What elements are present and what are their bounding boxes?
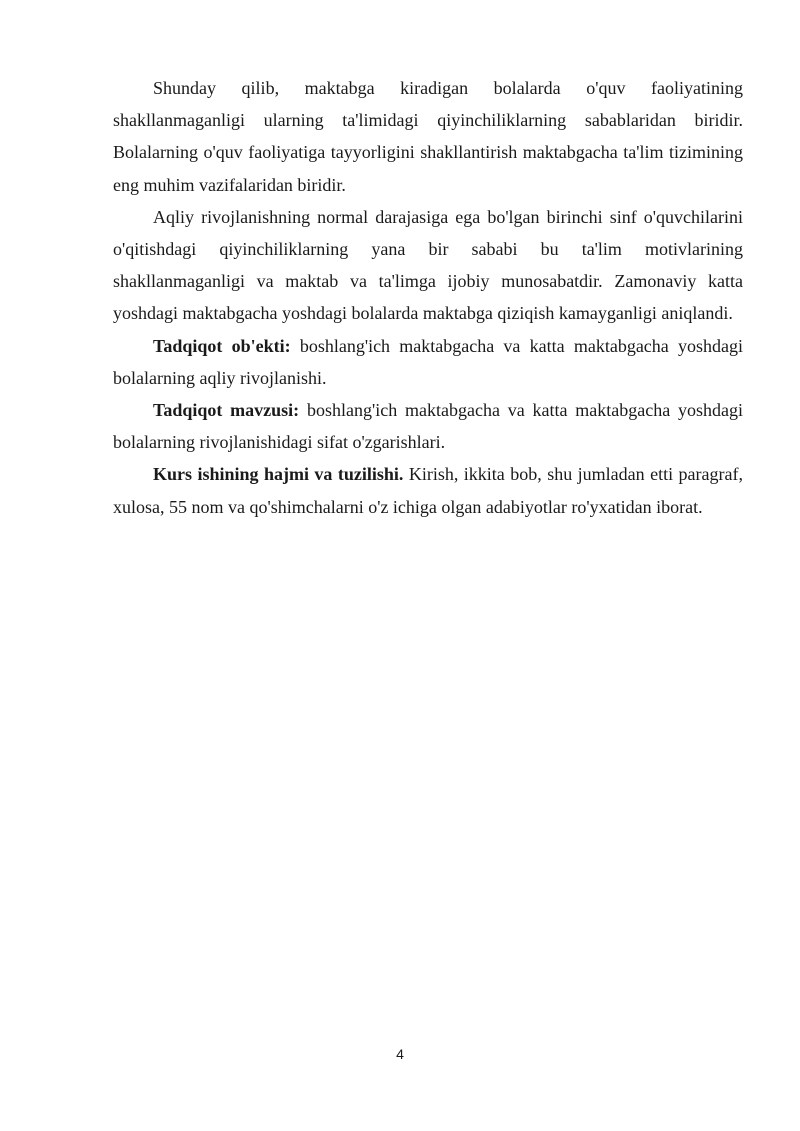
paragraph-research-subject — [113, 394, 743, 458]
paragraph-motivation — [113, 201, 743, 330]
research-object-heading: Tadqiqot ob'ekti: — [153, 335, 291, 356]
paragraph-text: Kirish, ikkita bob, shu jumladan etti paragraf, xulosa, 55 nom va qo'shimchalarni o'z ichiga olgan adabiyotlar ro'yxatidan iborat. — [113, 464, 744, 517]
page-number: 4 — [396, 1046, 404, 1062]
paragraph-research-object — [113, 330, 743, 394]
paragraph-text: boshlang'ich maktabgacha va katta maktabgacha yoshdagi bolalarning aqliy rivojlanishi. — [113, 335, 743, 388]
paragraph-conclusion — [113, 72, 743, 201]
paragraph-structure — [113, 458, 743, 522]
paragraph-text: Shunday qilib, maktabga kiradigan bolalarda o'quv faoliyatining shakllanmaganligi ularning ta'limidagi qiyinchiliklarning sabablaridan biridir. Bolalarning o'quv faoliyatiga tayyorligini shakllantirish maktabgacha ta'lim tizimining eng muhim vazifalaridan biridir. — [113, 78, 743, 195]
research-subject-heading: Tadqiqot mavzusi: — [153, 400, 300, 421]
paragraph-text: Aqliy rivojlanishning normal darajasiga ega bo'lgan birinchi sinf o'quvchilarini o'qitishdagi qiyinchiliklarning yana bir sababi bu ta'lim motivlarining shakllanmaganligi va maktab va ta'limga ijobiy munosabatdir. Zamonaviy katta yoshdagi maktabgacha yoshdagi bolalarda maktabga qiziqish kamayganligi aniqlandi. — [113, 206, 743, 324]
document-body — [113, 72, 743, 523]
structure-heading: Kurs ishining hajmi va tuzilishi. — [153, 464, 404, 485]
paragraph-text: boshlang'ich maktabgacha va katta maktabgacha yoshdagi bolalarning rivojlanishidagi sifat o'zgarishlari. — [113, 400, 744, 453]
